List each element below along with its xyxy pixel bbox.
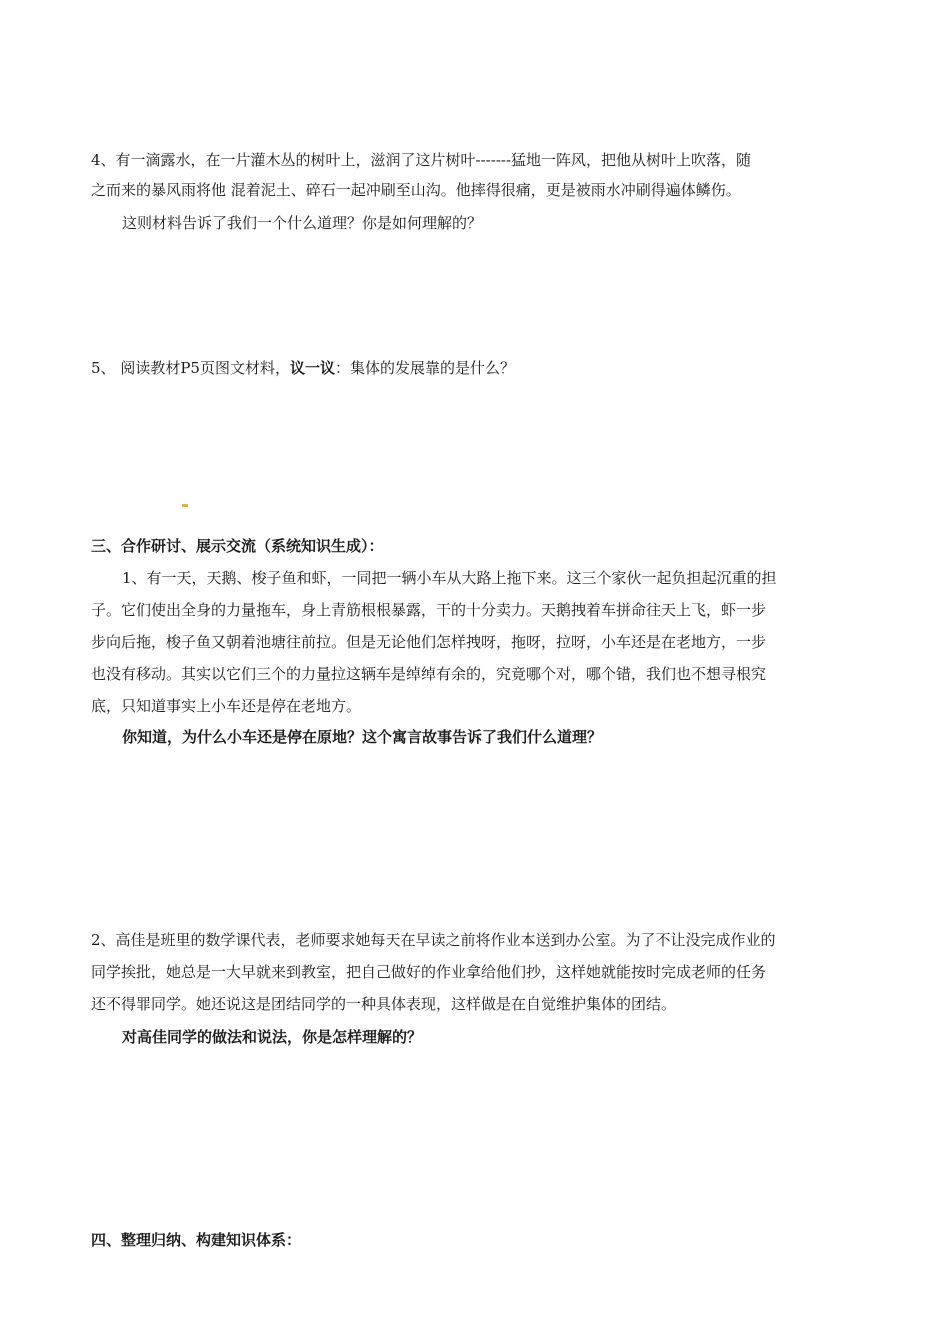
stray-mark (182, 504, 188, 507)
item1-line-1: 1、有一天，天鹅、梭子鱼和虾，一同把一辆小车从大路上拖下来。这三个家伙一起负担起沉重的担 (122, 569, 777, 587)
item1-line-5: 底，只知道事实上小车还是停在老地方。 (91, 697, 362, 715)
item1-question: 你知道，为什么小车还是停在原地？这个寓言故事告诉了我们什么道理？ (122, 728, 603, 746)
q4-text-line-2: 之而来的暴风雨将他 混着泥土、碎石一起冲刷至山沟。他摔得很痛，更是被雨水冲刷得遍体鳞伤。 (91, 181, 741, 199)
item1-line-4: 也没有移动。其实以它们三个的力量拉这辆车是绰绰有余的，究竟哪个对，哪个错，我们也不想寻根究 (91, 665, 767, 683)
q5-lead: 阅读教材P5页图文材料， (115, 359, 290, 377)
item1-line-2: 子。它们使出全身的力量拖车，身上青筋根根暴露，干的十分卖力。天鹅拽着车拼命往天上飞，虾一步 (91, 601, 767, 619)
section4-heading: 四、整理归纳、构建知识体系： (91, 1231, 302, 1249)
section3-heading: 三、合作研讨、展示交流（系统知识生成）： (91, 537, 384, 555)
item2-question: 对高佳同学的做法和说法，你是怎样理解的？ (122, 1028, 423, 1046)
item1-line-3: 步向后拖，梭子鱼又朝着池塘往前拉。但是无论他们怎样拽呀，拖呀，拉呀，小车还是在老地方，一步 (91, 633, 767, 651)
item2-line-1: 2、高佳是班里的数学课代表，老师要求她每天在早读之前将作业本送到办公室。为了不让没完成作业的 (91, 931, 776, 949)
q4-question: 这则材料告诉了我们一个什么道理？你是如何理解的？ (122, 214, 483, 232)
item2-line-3: 还不得罪同学。她还说这是团结同学的一种具体表现，这样做是在自觉维护集体的团结。 (91, 995, 677, 1013)
item2-line-2: 同学挨批，她总是一大早就来到教室，把自己做好的作业拿给他们抄，这样她就能按时完成老师的任务 (91, 963, 767, 981)
q5-text (91, 358, 866, 378)
q5-number: 5、 (91, 359, 116, 377)
q4-text-line-1: 4、有一滴露水，在一片灌木丛的树叶上，滋润了这片树叶-------猛地一阵风，把他从树叶上吹落，随 (91, 151, 752, 169)
q5-tail: ：集体的发展靠的是什么？ (334, 359, 515, 377)
q5-bold: 议一议 (289, 359, 335, 377)
